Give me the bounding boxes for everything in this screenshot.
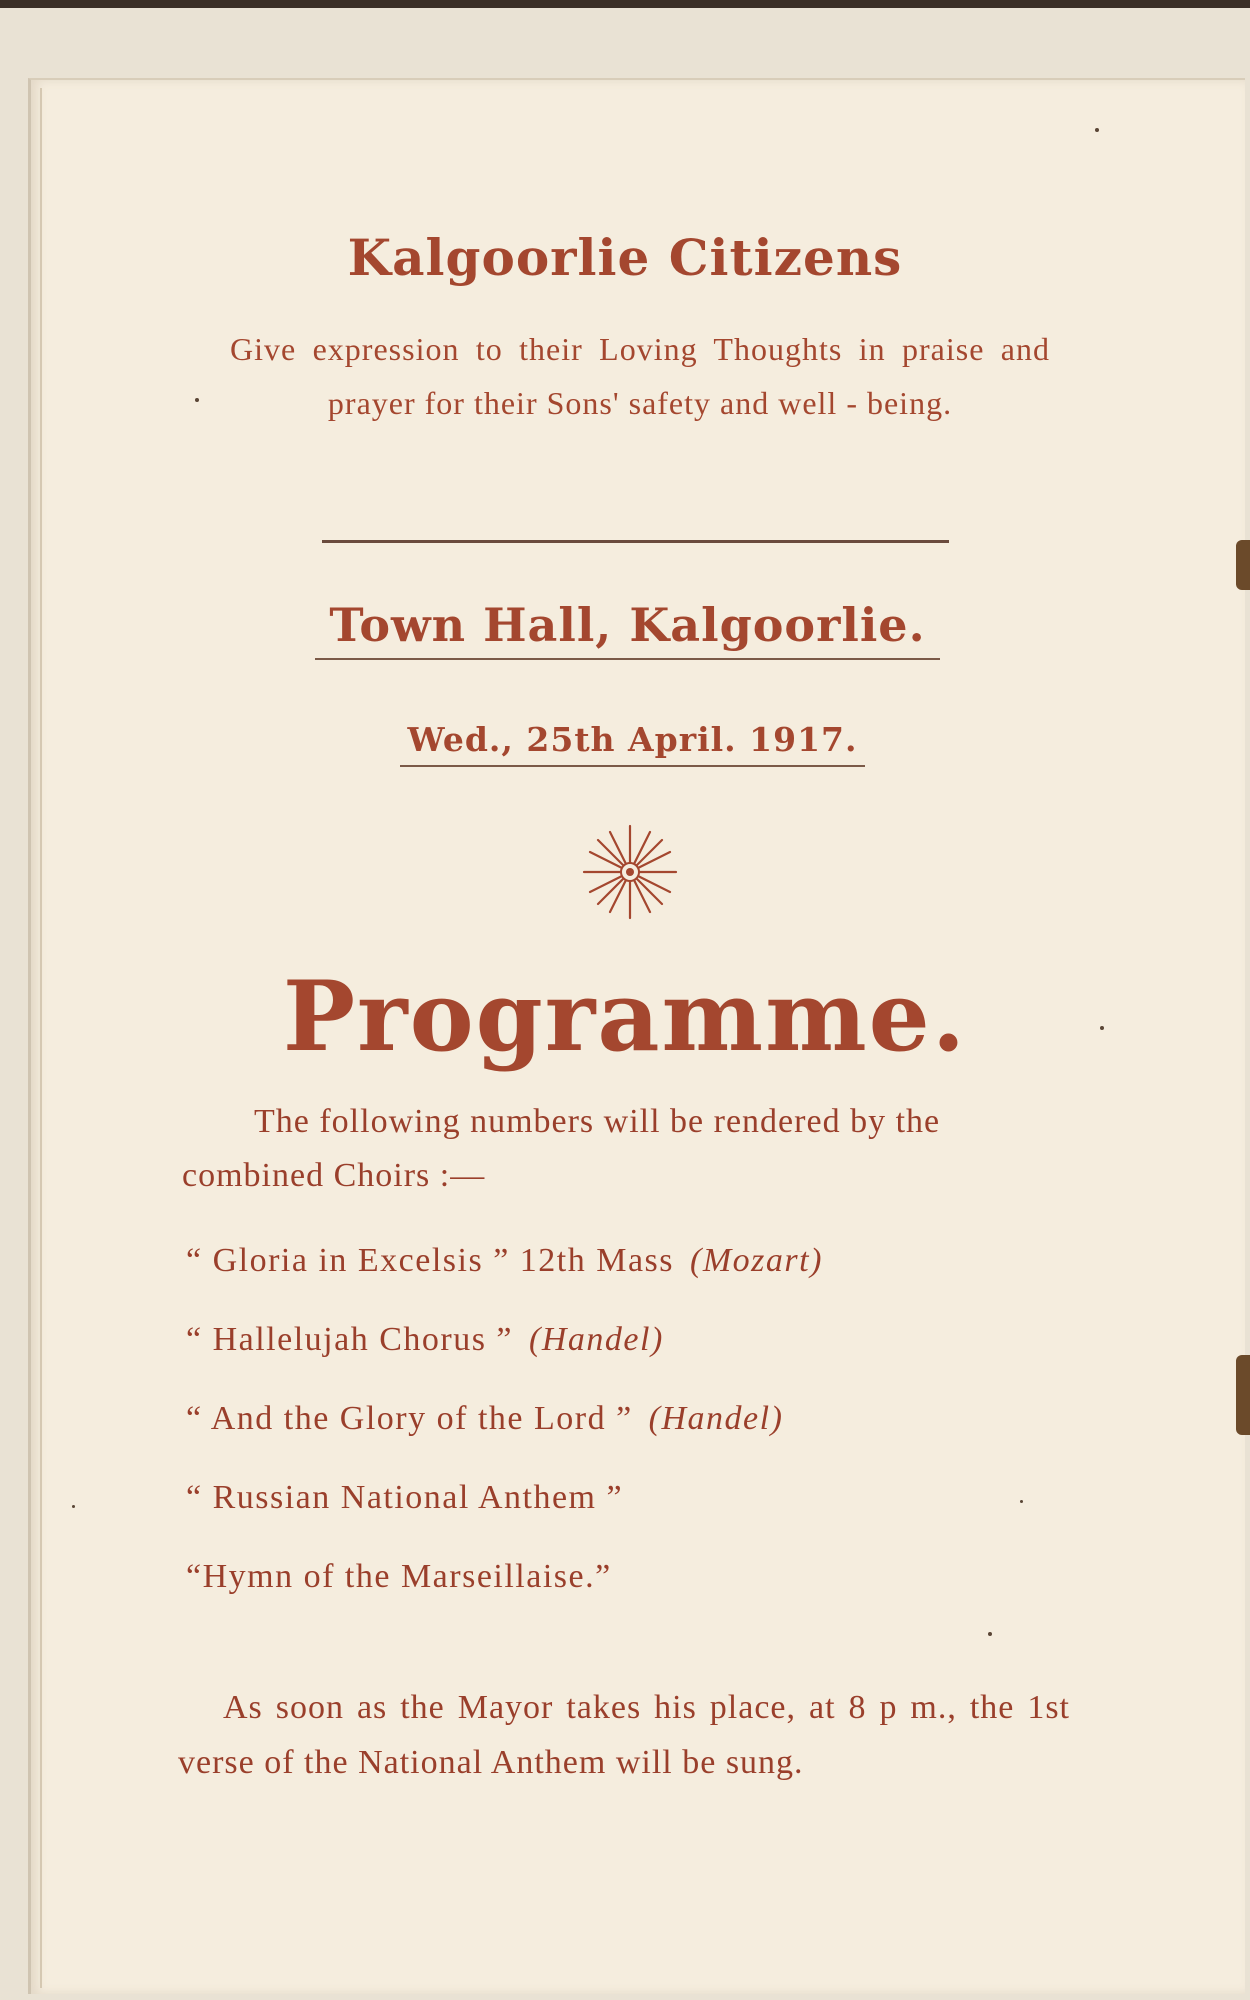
closing-note: As soon as the Mayor takes his place, at 8 p m., the 1st verse of the National Anthem will be sung. xyxy=(178,1689,1070,1781)
paper-tear xyxy=(1236,1355,1250,1435)
programme-item xyxy=(186,1315,1086,1394)
programme-item xyxy=(186,1236,1086,1315)
programme-item xyxy=(186,1394,1086,1473)
paper-speck xyxy=(1095,128,1099,132)
paper-speck xyxy=(1100,1026,1104,1030)
starburst-ornament-icon xyxy=(580,822,680,922)
subheading: Give expression to their Loving Thoughts in praise and prayer for their Sons' safety and well - being. xyxy=(230,331,1050,421)
programme-item xyxy=(186,1552,1086,1631)
item-title: “ Hallelujah Chorus ” xyxy=(186,1321,514,1358)
paper-speck xyxy=(988,1632,992,1636)
item-composer: (Mozart) xyxy=(690,1242,823,1279)
programme-list xyxy=(186,1236,1086,1631)
paper-speck xyxy=(195,398,199,402)
paper-speck xyxy=(72,1505,75,1508)
event-date: Wed., 25th April. 1917. xyxy=(400,720,865,767)
item-title: “ And the Glory of the Lord ” xyxy=(186,1400,633,1437)
programme-intro: The following numbers will be rendered by the combined Choirs :— xyxy=(182,1103,941,1194)
divider-rule xyxy=(322,540,949,543)
paper-tear xyxy=(1236,540,1250,590)
programme-title: Programme. xyxy=(282,960,968,1073)
programme-item xyxy=(186,1473,1086,1552)
item-title: “ Gloria in Excelsis ” 12th Mass xyxy=(186,1242,675,1279)
item-title: “Hymn of the Marseillaise.” xyxy=(186,1558,612,1595)
venue: Town Hall, Kalgoorlie. xyxy=(315,598,940,660)
item-composer: (Handel) xyxy=(529,1321,664,1358)
heading: Kalgoorlie Citizens xyxy=(347,228,903,287)
item-title: “ Russian National Anthem ” xyxy=(186,1479,624,1516)
paper-speck xyxy=(1020,1500,1023,1503)
item-composer: (Handel) xyxy=(648,1400,784,1437)
